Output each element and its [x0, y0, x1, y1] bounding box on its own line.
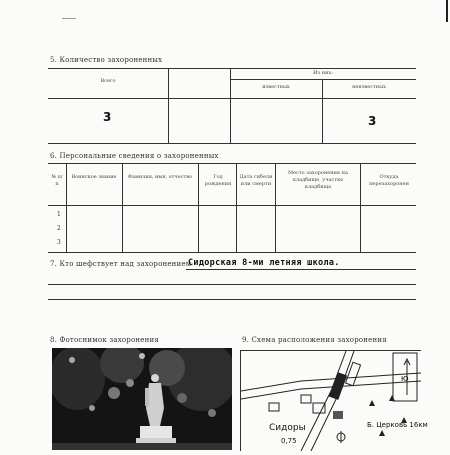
table5-bottom-rule — [48, 143, 416, 144]
section7-rule — [186, 269, 416, 270]
value-total: 3 — [103, 110, 112, 124]
section7-rule — [48, 284, 416, 285]
table5-divider — [230, 68, 231, 143]
section7-value: Сидорская 8-ми летняя школа. — [188, 258, 340, 268]
section8-title: 8. Фотоснимок захоронения — [50, 336, 159, 344]
row-number: 1 — [57, 211, 61, 218]
header-total: Всего — [100, 78, 116, 84]
scheme-north-label: Ю — [401, 375, 409, 383]
table6-divider — [198, 163, 199, 252]
header-including: Из них: — [313, 70, 333, 76]
header-number: № п/п — [51, 174, 63, 187]
table6-bottom-rule — [48, 252, 416, 253]
row-number: 3 — [57, 239, 61, 246]
header-unknown: неизвестных — [352, 84, 386, 90]
section7-title: 7. Кто шефствует над захоронением — [50, 260, 192, 268]
header-birth-year: Год рождения — [204, 174, 232, 187]
header-rank: Воинское звание — [71, 174, 117, 180]
table6-divider — [122, 163, 123, 252]
section6-title: 6. Персональные сведения о захороненных — [50, 152, 219, 160]
section9-title: 9. Схема расположения захоронения — [242, 336, 387, 344]
header-death-date: Дата гибели или смерти — [239, 174, 273, 187]
scheme-distance-label: 0,75 — [281, 437, 297, 445]
header-name: Фамилия, имя, отчество — [127, 174, 193, 180]
section7-rule — [48, 299, 416, 300]
scheme-road-label: Б. Церковь 16км — [367, 421, 428, 429]
scan-mark — [62, 18, 76, 19]
header-burial-place: Место захоронения на кладбище, участке кладбища — [287, 170, 348, 190]
burial-photo — [52, 348, 232, 450]
photo-image — [52, 348, 232, 450]
scan-edge-mark — [446, 0, 448, 22]
header-known: известных — [262, 84, 290, 90]
section5-title: 5. Количество захороненных — [50, 56, 163, 64]
scheme-drawing — [241, 351, 421, 451]
value-unknown: 3 — [368, 114, 377, 128]
table5-top-rule — [48, 68, 416, 69]
table5-divider — [322, 79, 323, 143]
table5-divider — [168, 68, 169, 143]
header-reburied-from: Откуда перезахоронен — [369, 174, 409, 187]
table6-divider — [275, 163, 276, 252]
scheme-village-label: Сидоры — [269, 423, 306, 433]
table5-sub-rule — [230, 79, 416, 80]
table6-divider — [236, 163, 237, 252]
location-scheme — [240, 350, 428, 451]
table5-header-rule — [48, 98, 416, 99]
row-number: 2 — [57, 225, 61, 232]
table6-divider — [360, 163, 361, 252]
table6-divider — [66, 163, 67, 252]
